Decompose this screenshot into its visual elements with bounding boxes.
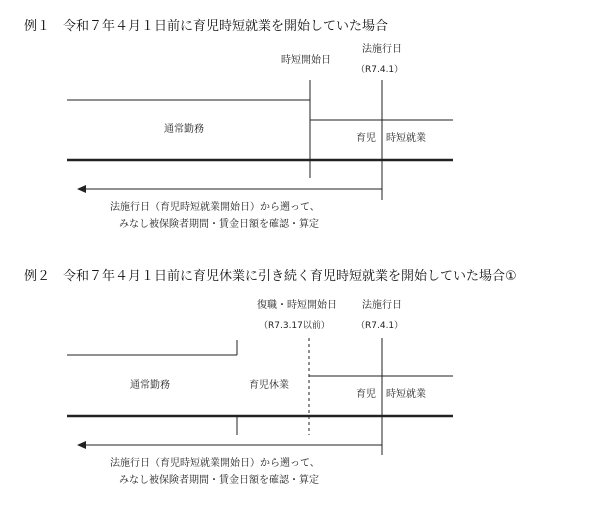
- ex2-lookback-arrowhead: [77, 441, 86, 449]
- ex2-law-label: 法施行日: [362, 300, 402, 311]
- example2-heading: 例２ 令和７年４月１日前に育児休業に引き続く育児時短就業を開始していた場合①: [24, 269, 517, 284]
- example1-heading: 例１ 令和７年４月１日前に育児時短就業を開始していた場合: [24, 19, 389, 34]
- ex1-normal-work-label: 通常勤務: [164, 124, 204, 135]
- ex2-childcare-label: 育児: [356, 389, 376, 400]
- ex1-note-line1: 法施行日（育児時短就業開始日）から遡って、: [110, 202, 320, 213]
- ex2-leave-label: 育児休業: [249, 380, 289, 391]
- ex2-note-line2: みなし被保険者期間・賃金日額を確認・算定: [119, 475, 319, 486]
- ex1-lookback-arrowhead: [77, 185, 86, 193]
- ex1-law-date: （R7.4.1）: [356, 65, 404, 75]
- ex1-note-line2: みなし被保険者期間・賃金日額を確認・算定: [119, 219, 319, 230]
- ex1-childcare-label: 育児: [356, 133, 376, 144]
- ex2-normal-work-label: 通常勤務: [130, 380, 170, 391]
- ex2-note-line1: 法施行日（育児時短就業開始日）から遡って、: [110, 458, 320, 469]
- ex2-return-label: 復職・時短開始日: [257, 300, 337, 311]
- ex1-law-label: 法施行日: [362, 44, 402, 55]
- ex2-short-work-label: 時短就業: [386, 389, 426, 400]
- ex1-short-work-label: 時短就業: [386, 133, 426, 144]
- ex1-start-label: 時短開始日: [281, 55, 331, 66]
- ex2-return-date: （R7.3.17以前）: [259, 321, 330, 331]
- ex2-law-date: （R7.4.1）: [356, 321, 404, 331]
